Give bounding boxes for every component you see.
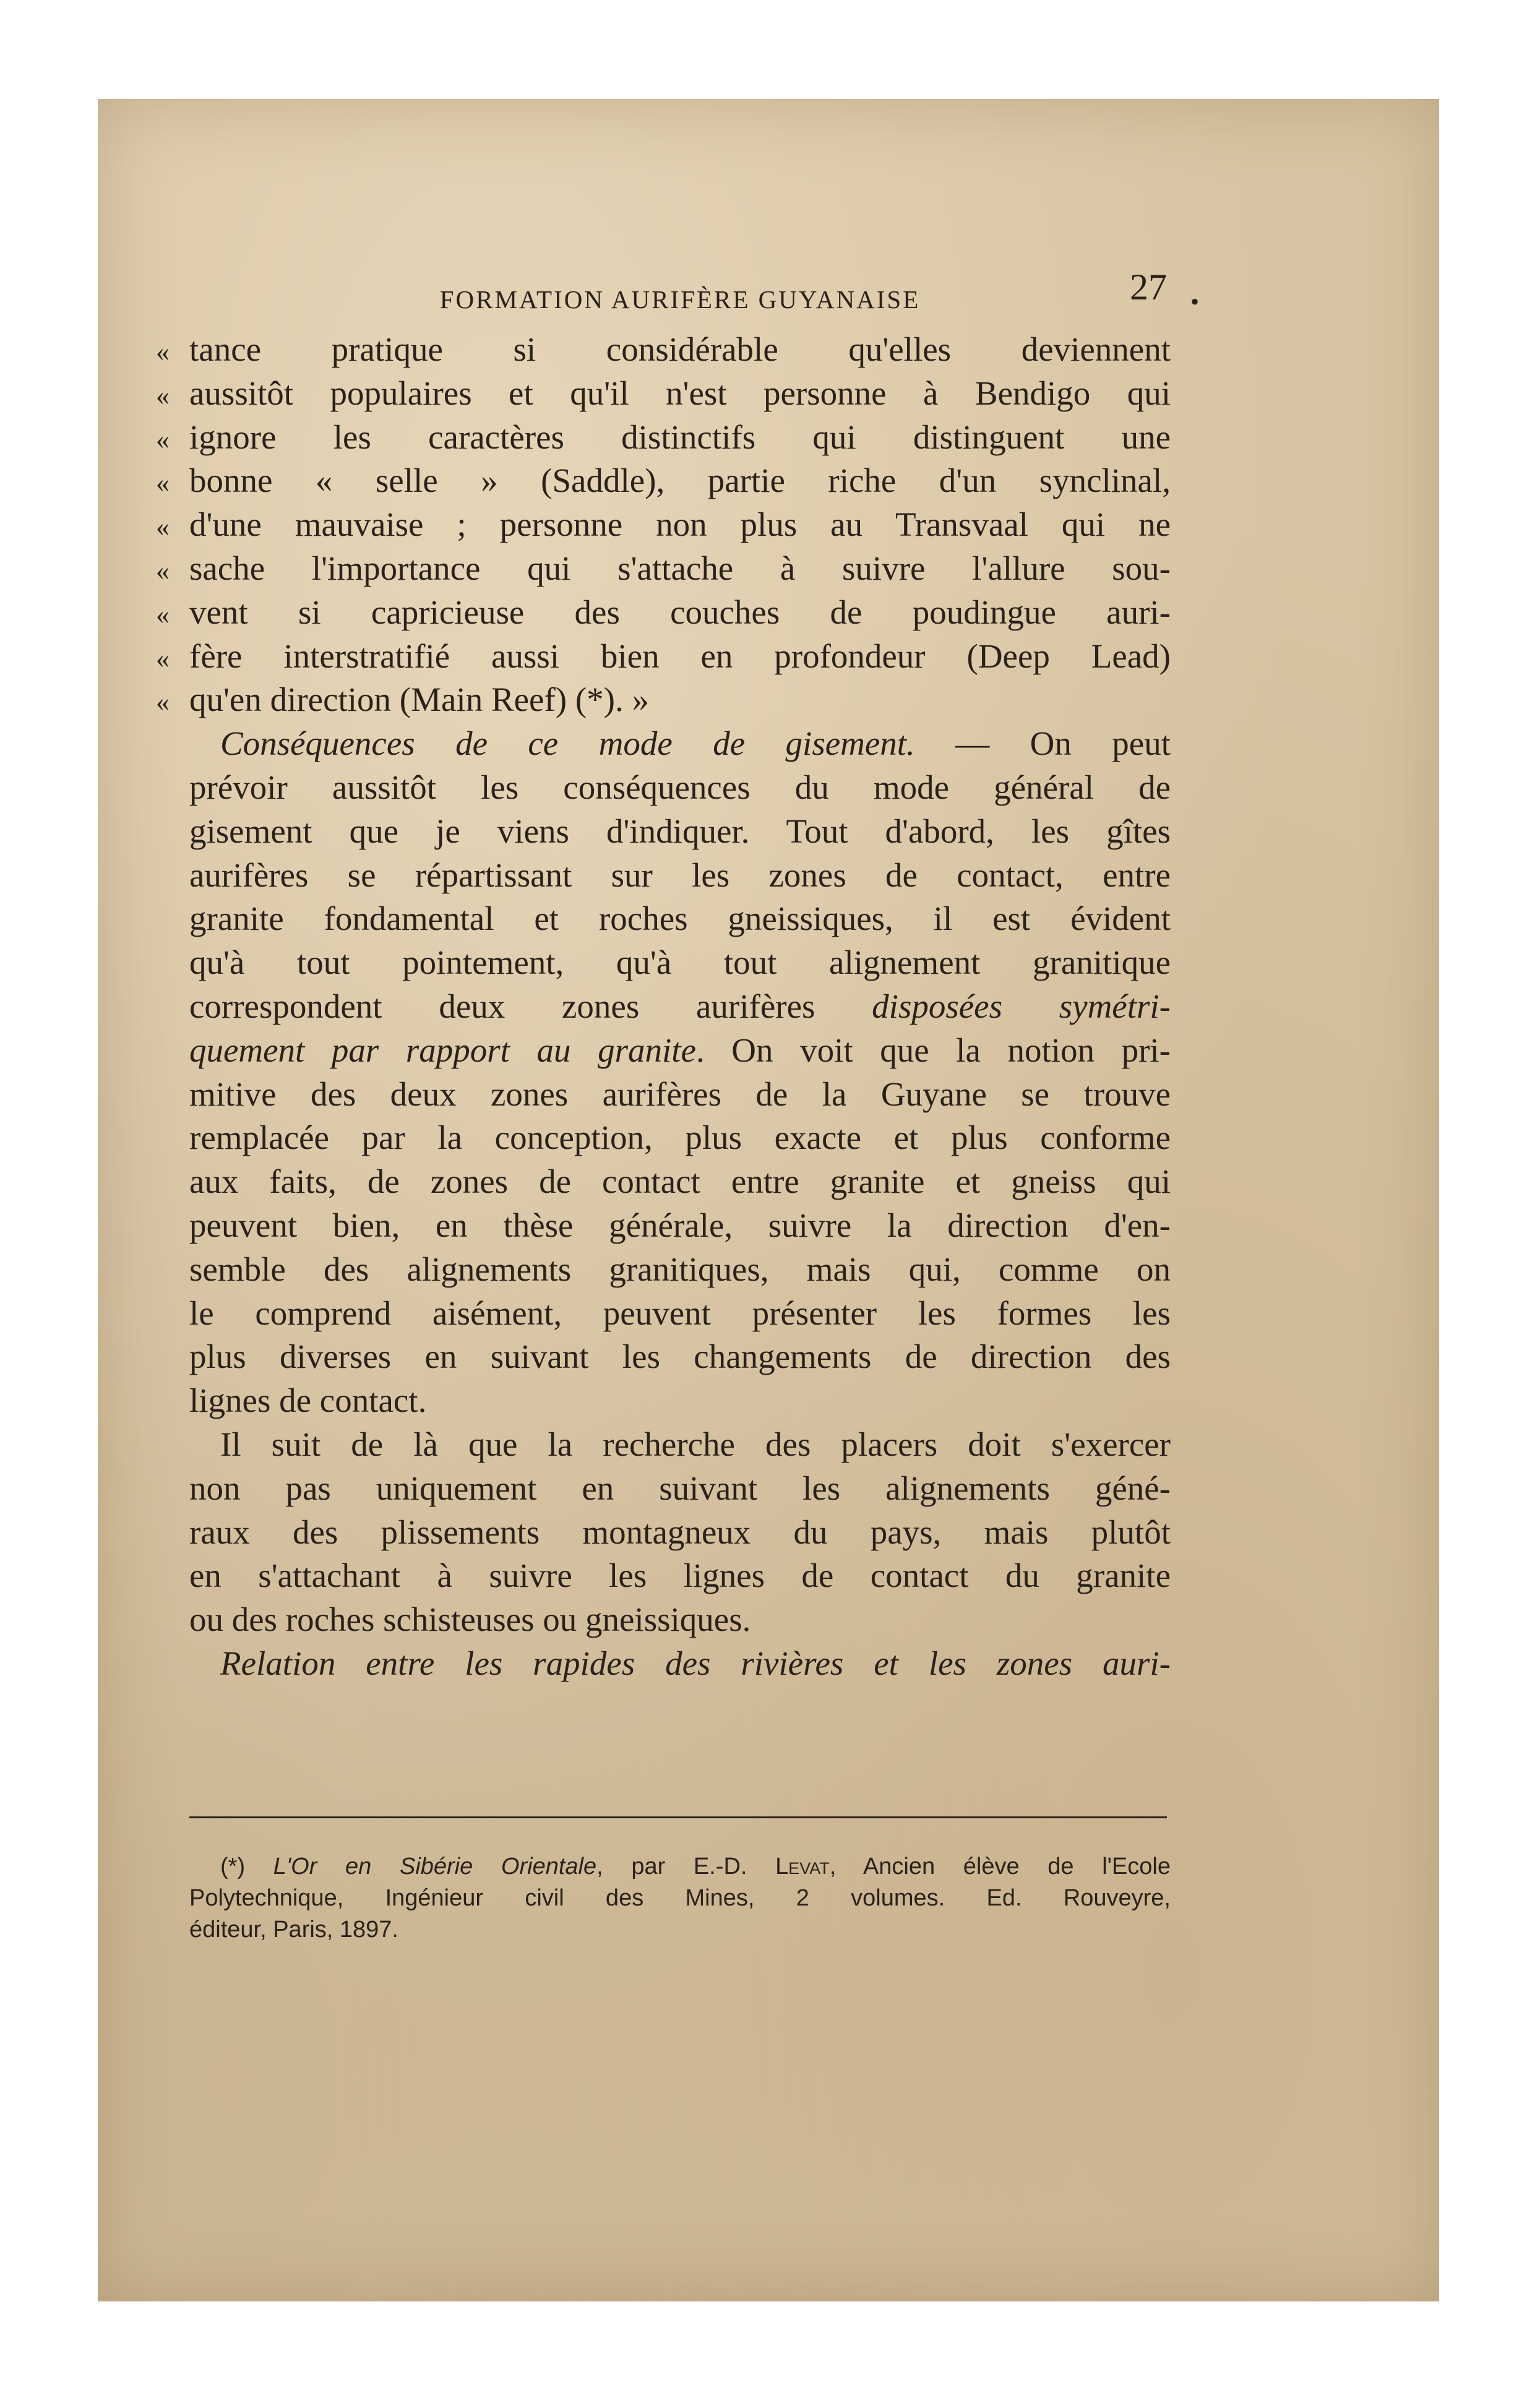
quote-line: « aussitôt populaires et qu'il n'est personne à Bendigo qui bbox=[156, 374, 1171, 412]
paragraph-line: Il suit de là que la recherche des placers doit s'exercer bbox=[220, 1425, 1171, 1463]
footnote-rule bbox=[189, 1816, 1167, 1818]
paragraph-line: ou des roches schisteuses ou gneissiques. bbox=[189, 1600, 751, 1639]
section-heading-consequences: Conséquences de ce mode de gisement. — On peut bbox=[220, 724, 1171, 763]
paragraph-line: qu'à tout pointement, qu'à tout alignement granitique bbox=[189, 943, 1171, 982]
body-text bbox=[156, 328, 1171, 1686]
paragraph-line: aurifères se répartissant sur les zones de contact, entre bbox=[189, 856, 1171, 894]
quote-line: « qu'en direction (Main Reef) (*). » bbox=[156, 681, 649, 719]
quote-line: « sache l'importance qui s'attache à suivre l'allure sou- bbox=[156, 549, 1171, 587]
quote-line: « fère interstratifié aussi bien en profondeur (Deep Lead) bbox=[156, 637, 1171, 675]
page-header bbox=[189, 266, 1199, 316]
page-number: 27 bbox=[1130, 267, 1167, 307]
paragraph-line: correspondent deux zones aurifères disposées symétri- bbox=[189, 987, 1171, 1025]
paragraph-line: peuvent bien, en thèse générale, suivre la direction d'en- bbox=[189, 1206, 1171, 1244]
paragraph-line: en s'attachant à suivre les lignes de contact du granite bbox=[189, 1557, 1171, 1595]
paragraph-line: quement par rapport au granite. On voit que la notion pri- bbox=[189, 1031, 1171, 1069]
paragraph-line: non pas uniquement en suivant les alignements géné- bbox=[189, 1469, 1171, 1507]
paragraph-line: gisement que je viens d'indiquer. Tout d'abord, les gîtes bbox=[189, 812, 1171, 850]
footnote-line: éditeur, Paris, 1897. bbox=[189, 1917, 398, 1943]
quote-line: « d'une mauvaise ; personne non plus au Transvaal qui ne bbox=[156, 505, 1171, 544]
paragraph-line: remplacée par la conception, plus exacte et plus conforme bbox=[189, 1119, 1171, 1157]
quote-line: « vent si capricieuse des couches de poudingue auri- bbox=[156, 593, 1171, 631]
paragraph-line: le comprend aisément, peuvent présenter les formes les bbox=[189, 1294, 1171, 1332]
running-head: FORMATION AURIFÈRE GUYANAISE bbox=[439, 285, 921, 314]
paragraph-line: prévoir aussitôt les conséquences du mode général de bbox=[189, 768, 1171, 806]
paragraph-line: lignes de contact. bbox=[189, 1381, 427, 1420]
footnote-line: Polytechnique, Ingénieur civil des Mines, 2 volumes. Ed. Rouveyre, bbox=[189, 1885, 1171, 1911]
stray-dot: • bbox=[1190, 288, 1199, 316]
footnote-line: (*) L'Or en Sibérie Orientale, par E.-D. Levat, Ancien élève de l'Ecole bbox=[220, 1854, 1171, 1880]
quote-line: « bonne « selle » (Saddle), partie riche d'un synclinal, bbox=[156, 462, 1171, 500]
section-heading-relation: Relation entre les rapides des rivières et les zones auri- bbox=[220, 1644, 1171, 1682]
quote-line: « ignore les caractères distinctifs qui distinguent une bbox=[156, 418, 1171, 456]
paragraph-line: semble des alignements granitiques, mais qui, comme on bbox=[189, 1250, 1171, 1288]
paragraph-line: plus diverses en suivant les changements de direction des bbox=[189, 1338, 1171, 1376]
paragraph-line: aux faits, de zones de contact entre granite et gneiss qui bbox=[189, 1162, 1171, 1201]
footnote bbox=[189, 1851, 1171, 1946]
paragraph-line: raux des plissements montagneux du pays, mais plutôt bbox=[189, 1513, 1171, 1551]
paragraph-line: mitive des deux zones aurifères de la Guyane se trouve bbox=[189, 1075, 1171, 1113]
paragraph-line: granite fondamental et roches gneissiques, il est évident bbox=[189, 900, 1171, 938]
quote-line: « tance pratique si considérable qu'elles deviennent bbox=[156, 330, 1171, 368]
